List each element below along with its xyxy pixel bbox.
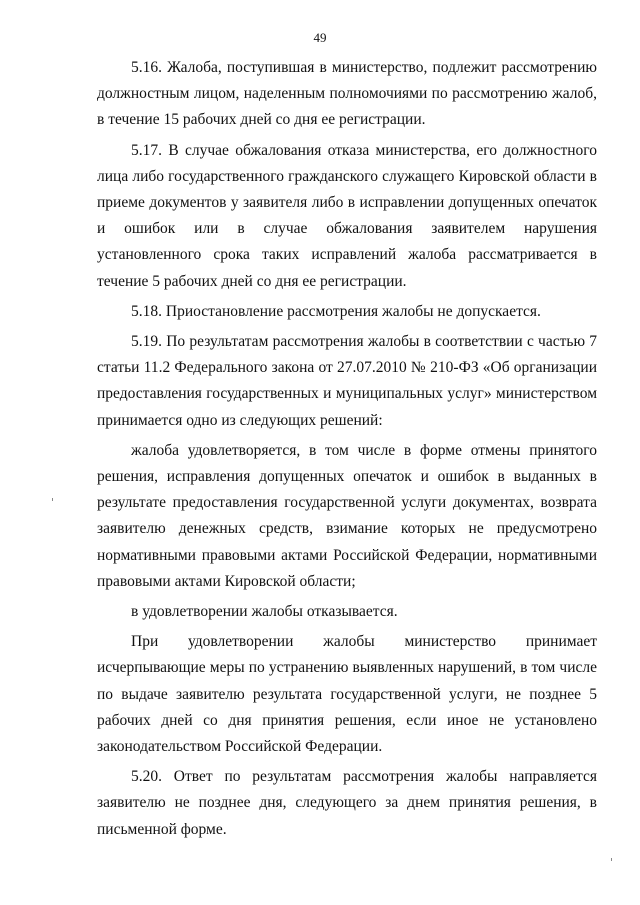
paragraph-5-16: 5.16. Жалоба, поступившая в министерство, подлежит рассмотрению должностным лицом, наделенным полномочиями по рассмотрению жалоб, в течение 15 рабочих дней со дня ее регистрации. (97, 59, 597, 129)
paragraph-5-18: 5.18. Приостановление рассмотрения жалобы не допускается. (131, 302, 541, 320)
paragraph-decision-refused: в удовлетворении жалобы отказывается. (131, 603, 398, 621)
scan-speck (611, 858, 612, 861)
paragraph-decision-satisfied: жалоба удовлетворяется, в том числе в форме отмены принятого решения, исправления допущенных опечаток и ошибок в выданных в результате предоставления государственной услуги документах, возврата заявителю денежных средств, взимание которых не предусмотрено нормативными правовыми актами Российской Федерации, нормативными правовыми актами Кировской области; (97, 441, 597, 590)
page-number: 49 (313, 30, 327, 45)
paragraph-5-17: 5.17. В случае обжалования отказа министерства, его должностного лица либо государственного гражданского служащего Кировской области в приеме документов у заявителя либо в исправлении допущенных опечаток и ошибок или в случае обжалования заявителем нарушения установленного срока таких исправлений жалоба рассматривается в течение 5 рабочих дней со дня ее регистрации. (97, 141, 597, 290)
document-body (97, 55, 597, 847)
paragraph-5-19: 5.19. По результатам рассмотрения жалобы в соответствии с частью 7 статьи 11.2 Федерального закона от 27.07.2010 № 210-ФЗ «Об организации предоставления государственных и муниципальных услуг» министерством принимается одно из следующих решений: (97, 333, 597, 429)
scan-speck (52, 498, 53, 501)
paragraph-5-20: 5.20. Ответ по результатам рассмотрения жалобы направляется заявителю не позднее дня, следующего за днем принятия решения, в письменной форме. (97, 768, 597, 838)
paragraph-satisfaction-measures: При удовлетворении жалобы министерство принимает исчерпывающие меры по устранению выявленных нарушений, в том числе по выдаче заявителю результата государственной услуги, не позднее 5 рабочих дней со дня принятия решения, если иное не установлено законодательством Российской Федерации. (97, 633, 597, 756)
